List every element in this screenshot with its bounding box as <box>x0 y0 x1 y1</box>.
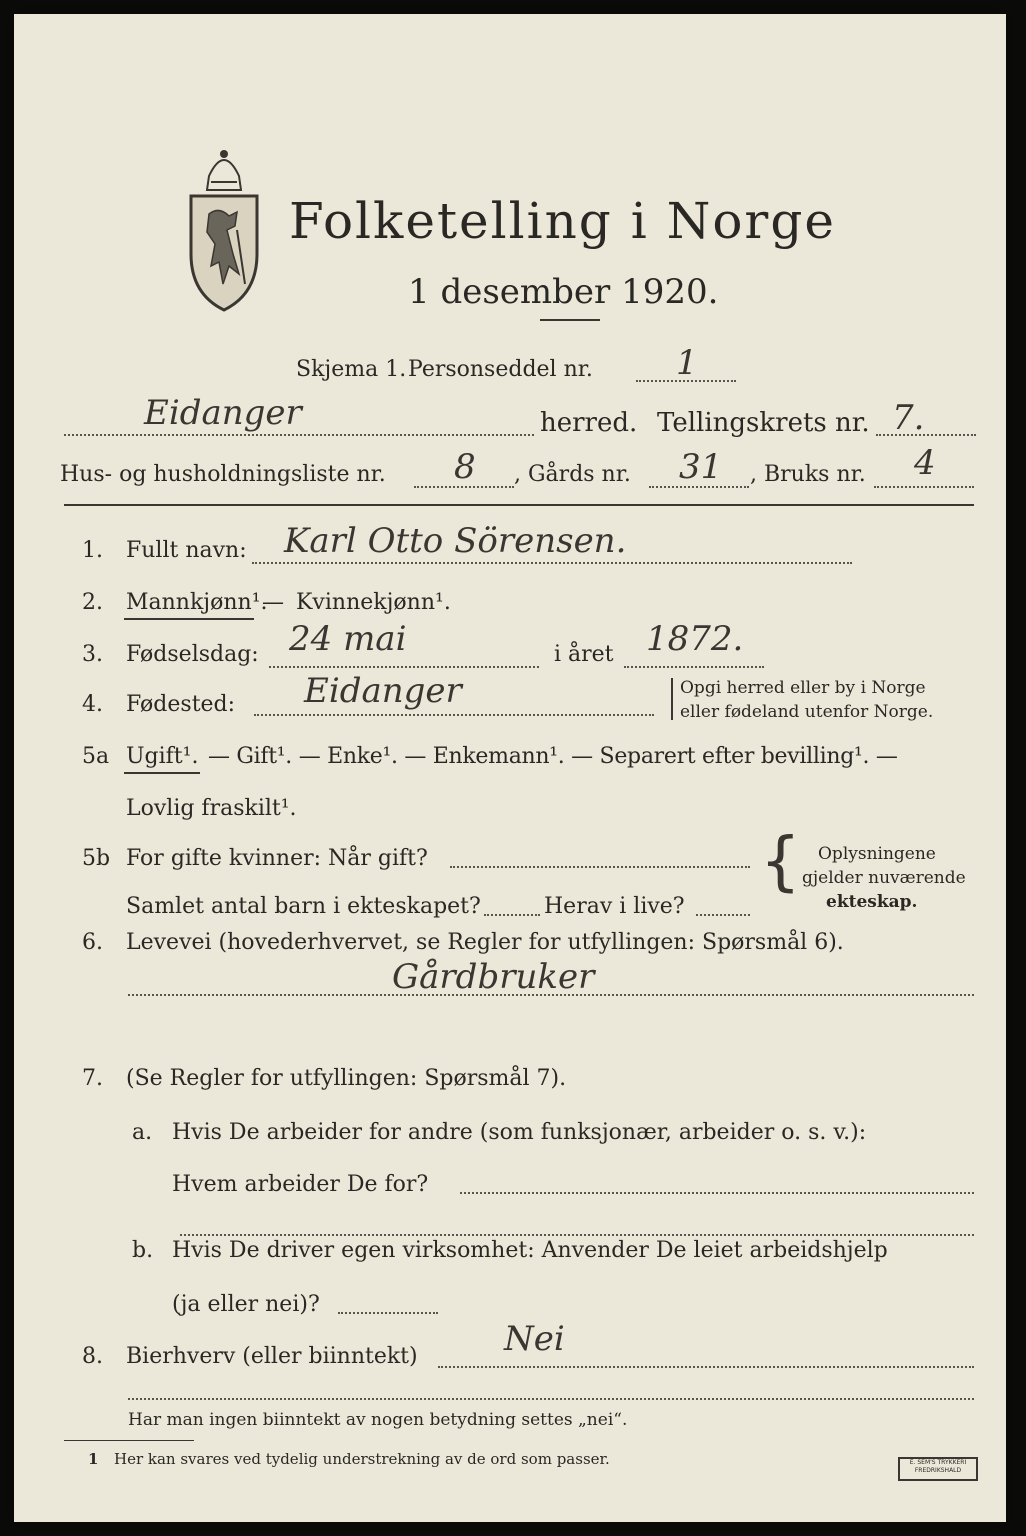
census-form: Folketelling i Norge 1 desember 1920. Skjema 1. Personseddel nr. 1 Eidanger herred. Tellingskrets nr. 7. Hus- og husholdningsliste nr. 8 , Gårds nr. 31 , Bruks nr. 4 1. Fullt navn: Karl Otto Sörensen. 2. Mannkjønn¹. — Kvinnekjønn¹. 3. Fødselsdag: 24 mai i året 1872. 4. Fødested: Eidanger Opgi herred eller by i Norge eller fødeland utenfor Norge. 5a Ugift¹. — Gift¹. — Enke¹. — Enkemann¹. — Separert efter bevilling¹. — Lovlig fraskilt¹. 5b For gifte kvinner: Når gift? Samlet antal barn i ekteskapet? Herav i live? { Oplysningene gjelder nuværende ekteskap. 6. Levevei (hovederhvervet, se Regler for utfyllingen: Spørsmål 6). Gårdbruker 7. (Se Regler for utfyllingen: Spørsmål 7). a. Hvis De arbeider for andre (som funksjonær, arbeider o. s. v.): Hvem arbeider De for? b. Hvis De driver egen virksomhet: Anvender De leiet arbeidshjelp (ja eller nei)? 8. Bierhverv (eller biinntekt) Nei Har man ingen biinntekt av nogen betydning settes „nei“. 1 Her kan svares ved tydelig understrekning av de ord som passer. E. SEM'S TRYKKERI FREDRIKSHALD <box>14 14 1006 1522</box>
tellingskrets-value: 7. <box>892 398 925 438</box>
q5b-alive-label: Herav i live? <box>544 894 685 919</box>
herred-label: herred. <box>540 408 638 438</box>
q6-number: 6. <box>82 930 103 955</box>
q3-year-label: i året <box>554 642 614 667</box>
q1-label: Fullt navn: <box>126 538 247 563</box>
q7b-text: Hvis De driver egen virksomhet: Anvender De leiet arbeidshjelp <box>172 1238 888 1263</box>
q2-number: 2. <box>82 590 103 615</box>
skjema-label: Skjema 1. <box>296 357 407 382</box>
footnote-mark: 1 <box>88 1450 99 1468</box>
q3-number: 3. <box>82 642 103 667</box>
title-divider <box>540 319 600 321</box>
q7a-text2: Hvem arbeider De for? <box>172 1172 429 1197</box>
q6-label: Levevei (hovederhvervet, se Regler for utfyllingen: Spørsmål 6). <box>126 930 844 955</box>
q5b-children-label: Samlet antal barn i ekteskapet? <box>126 894 481 919</box>
q4-note-line1: Opgi herred eller by i Norge <box>680 678 926 698</box>
q5a-number: 5a <box>82 744 110 769</box>
personseddel-label: Personseddel nr. <box>408 357 593 382</box>
q8-number: 8. <box>82 1344 103 1369</box>
q5a-ugift-underline <box>124 772 200 774</box>
q4-number: 4. <box>82 692 103 717</box>
q3-day-value: 24 mai <box>289 619 407 659</box>
herred-value: Eidanger <box>144 393 302 433</box>
q1-number: 1. <box>82 538 103 563</box>
q3-label: Fødselsdag: <box>126 642 259 667</box>
q4-value: Eidanger <box>304 671 462 711</box>
printer-stamp: E. SEM'S TRYKKERI FREDRIKSHALD <box>898 1457 978 1481</box>
footnote-text: Her kan svares ved tydelig understrekning av de ord som passer. <box>114 1450 610 1468</box>
form-date: 1 desember 1920. <box>408 272 719 312</box>
gards-label: , Gårds nr. <box>514 462 631 487</box>
q5a-line2: Lovlig fraskilt¹. <box>126 796 297 821</box>
q5a-options: — Gift¹. — Enke¹. — Enkemann¹. — Separert efter bevilling¹. — <box>208 744 898 769</box>
tellingskrets-label: Tellingskrets nr. <box>657 408 870 438</box>
q5b-note-line3: ekteskap. <box>826 892 918 912</box>
personseddel-value: 1 <box>676 343 698 383</box>
q2-male-underline <box>124 618 254 620</box>
q5b-number: 5b <box>82 846 111 871</box>
q1-value: Karl Otto Sörensen. <box>284 521 627 561</box>
q7a-text: Hvis De arbeider for andre (som funksjonær, arbeider o. s. v.): <box>172 1120 867 1145</box>
q7a-label: a. <box>132 1120 153 1145</box>
hus-label: Hus- og husholdningsliste nr. <box>60 462 386 487</box>
bruks-label: , Bruks nr. <box>750 462 866 487</box>
hus-value: 8 <box>454 447 476 487</box>
q5a-ugift: Ugift¹. <box>126 744 199 769</box>
q7b-text2: (ja eller nei)? <box>172 1292 320 1317</box>
gards-value: 31 <box>679 447 723 487</box>
q5b-married-when: For gifte kvinner: Når gift? <box>126 846 428 871</box>
q2-separator: — <box>262 590 284 615</box>
q8-value: Nei <box>504 1319 565 1359</box>
q8-label: Bierhverv (eller biinntekt) <box>126 1344 418 1369</box>
q6-value: Gårdbruker <box>392 957 595 997</box>
q7b-label: b. <box>132 1238 154 1263</box>
nei-note: Har man ingen biinntekt av nogen betydning settes „nei“. <box>128 1410 628 1430</box>
q2-female: Kvinnekjønn¹. <box>296 590 451 615</box>
coat-of-arms-icon <box>179 134 269 314</box>
form-title: Folketelling i Norge <box>289 192 836 250</box>
bruks-value: 4 <box>914 443 936 483</box>
q2-male: Mannkjønn¹. <box>126 590 268 615</box>
q4-note-line2: eller fødeland utenfor Norge. <box>680 702 934 722</box>
q4-label: Fødested: <box>126 692 236 717</box>
q5b-note-line1: Oplysningene <box>818 844 936 864</box>
q7-label: (Se Regler for utfyllingen: Spørsmål 7). <box>126 1066 567 1091</box>
header-divider <box>64 504 974 506</box>
q5b-note-line2: gjelder nuværende <box>802 868 966 888</box>
q3-year-value: 1872. <box>646 619 744 659</box>
q7-number: 7. <box>82 1066 103 1091</box>
